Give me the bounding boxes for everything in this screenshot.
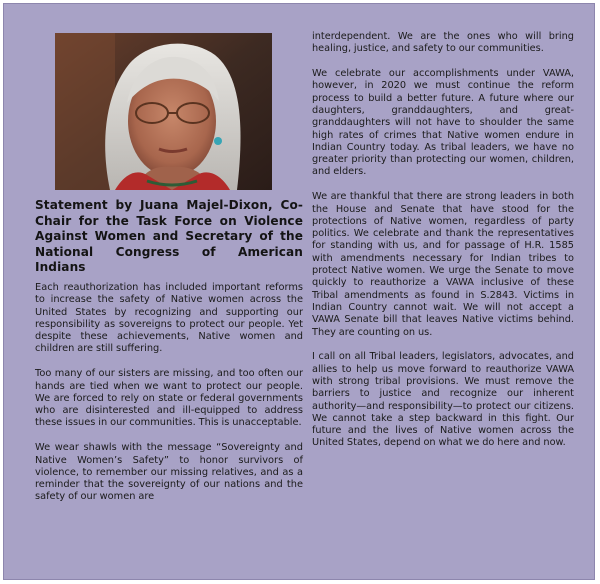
paragraph: interdependent. We are the ones who will bring healing, justice, and safety to our communities.	[312, 31, 574, 55]
statement-headline: Statement by Juana Majel-Dixon, Co-Chair for the Task Force on Violence Against Women and Secretary of the National Congress of American Indians	[35, 198, 303, 275]
paragraph: We are thankful that there are strong leaders in both the House and Senate that have stood for the protections of Native women, regardless of party politics. We celebrate and thank the representatives for standing with us, and for passage of H.R. 1585 with amendments necessary for Indian tribes to protect Native women. We urge the Senate to move quickly to reauthorize a VAWA inclusive of these Tribal amendments as found in S.2843. Victims in Indian Country cannot wait. We will not accept a VAWA Senate bill that leaves Native victims behind. They are counting on us.	[312, 191, 574, 338]
paragraph: I call on all Tribal leaders, legislators, advocates, and allies to help us move forward to reauthorize VAWA with strong tribal provisions. We must remove the barriers to justice and recognize our inherent authority—and responsibility—to protect our citizens. We cannot take a step backward in this fight. Our future and the lives of Native women across the United States, depend on what we do here and now.	[312, 351, 574, 449]
paragraph: Too many of our sisters are missing, and too often our hands are tied when we want to protect our people. We are forced to rely on state or federal governments who are disinterested and ill-equipped to address these issues in our communities. This is unacceptable.	[35, 368, 303, 429]
paragraph: Each reauthorization has included important reforms to increase the safety of Native women across the United States by recognizing and supporting our responsibility as sovereigns to protect our people. Yet despite these achievements, Native women and children are still suffering.	[35, 281, 303, 355]
statement-panel	[3, 3, 595, 580]
portrait-photo	[55, 33, 272, 190]
paragraph: We celebrate our accomplishments under VAWA, however, in 2020 we must continue the reform process to build a better future. A future where our daughters, granddaughters, and great-granddaughters will not have to shoulder the same high rates of crimes that Native women endure in Indian Country today. As tribal leaders, we have no greater priority than protecting our women, children, and elders.	[312, 68, 574, 178]
paragraph: We wear shawls with the message “Sovereignty and Native Women’s Safety” to honor survivors of violence, to remember our missing relatives, and as a reminder that the sovereignty of our nations and the safety of our women are	[35, 442, 303, 503]
right-column	[312, 31, 574, 462]
left-column	[35, 198, 303, 516]
portrait-illustration	[55, 33, 272, 190]
